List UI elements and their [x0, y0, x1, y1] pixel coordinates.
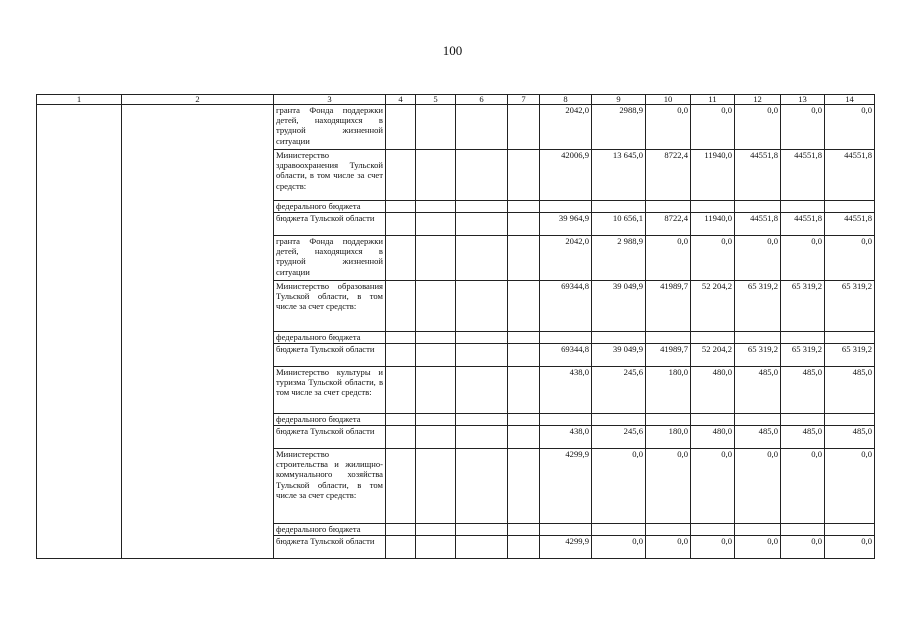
empty-cell	[416, 449, 456, 524]
value-cell	[646, 332, 691, 344]
value-cell: 2042,0	[540, 236, 592, 281]
empty-cell	[456, 344, 508, 367]
column-header: 4	[386, 95, 416, 105]
value-cell	[540, 414, 592, 426]
value-cell: 0,0	[592, 449, 646, 524]
empty-cell	[386, 524, 416, 536]
value-cell: 41989,7	[646, 344, 691, 367]
empty-cell	[508, 536, 540, 559]
value-cell: 485,0	[781, 367, 825, 414]
value-cell	[646, 201, 691, 213]
value-cell: 39 049,9	[592, 344, 646, 367]
value-cell: 0,0	[781, 536, 825, 559]
value-cell	[646, 414, 691, 426]
value-cell: 44551,8	[825, 213, 875, 236]
empty-cell	[386, 201, 416, 213]
value-cell: 0,0	[825, 449, 875, 524]
empty-cell	[508, 414, 540, 426]
value-cell	[735, 332, 781, 344]
column-header: 9	[592, 95, 646, 105]
row-description: бюджета Тульской области	[274, 426, 386, 449]
empty-cell	[386, 236, 416, 281]
row-description: бюджета Тульской области	[274, 213, 386, 236]
value-cell: 0,0	[646, 236, 691, 281]
empty-cell	[386, 426, 416, 449]
empty-cell	[386, 332, 416, 344]
value-cell: 485,0	[825, 367, 875, 414]
column-header: 1	[37, 95, 122, 105]
empty-cell	[386, 150, 416, 201]
column-header: 10	[646, 95, 691, 105]
value-cell: 8722,4	[646, 150, 691, 201]
value-cell	[691, 414, 735, 426]
empty-cell	[508, 201, 540, 213]
row-description: бюджета Тульской области	[274, 344, 386, 367]
budget-table	[36, 94, 875, 559]
empty-cell	[416, 213, 456, 236]
value-cell: 0,0	[735, 236, 781, 281]
value-cell: 42006,9	[540, 150, 592, 201]
value-cell	[592, 524, 646, 536]
empty-cell	[416, 236, 456, 281]
value-cell: 44551,8	[781, 150, 825, 201]
value-cell: 0,0	[691, 105, 735, 150]
value-cell	[691, 524, 735, 536]
value-cell: 0,0	[735, 449, 781, 524]
value-cell: 438,0	[540, 367, 592, 414]
value-cell: 480,0	[691, 426, 735, 449]
value-cell: 39 049,9	[592, 281, 646, 332]
value-cell: 44551,8	[735, 150, 781, 201]
empty-cell	[416, 524, 456, 536]
row-description: федерального бюджета	[274, 201, 386, 213]
empty-cell	[456, 536, 508, 559]
empty-cell	[386, 449, 416, 524]
empty-cell	[416, 281, 456, 332]
value-cell	[691, 332, 735, 344]
value-cell: 11940,0	[691, 213, 735, 236]
value-cell: 65 319,2	[781, 281, 825, 332]
value-cell: 4299,9	[540, 536, 592, 559]
value-cell	[646, 524, 691, 536]
value-cell	[691, 201, 735, 213]
column-header: 3	[274, 95, 386, 105]
column-header: 7	[508, 95, 540, 105]
value-cell	[781, 414, 825, 426]
value-cell	[540, 524, 592, 536]
value-cell: 480,0	[691, 367, 735, 414]
value-cell	[781, 524, 825, 536]
value-cell	[540, 332, 592, 344]
empty-cell	[416, 332, 456, 344]
empty-cell	[416, 344, 456, 367]
row-description: федерального бюджета	[274, 332, 386, 344]
empty-cell	[386, 213, 416, 236]
row-description: Министерство культуры и туризма Тульской области, в том числе за счет средств:	[274, 367, 386, 414]
empty-cell	[416, 536, 456, 559]
value-cell: 13 645,0	[592, 150, 646, 201]
value-cell: 245,6	[592, 426, 646, 449]
empty-cell	[508, 344, 540, 367]
value-cell: 0,0	[781, 449, 825, 524]
empty-cell	[508, 449, 540, 524]
value-cell: 8722,4	[646, 213, 691, 236]
empty-cell	[456, 367, 508, 414]
value-cell: 485,0	[825, 426, 875, 449]
table-row	[37, 105, 875, 150]
empty-cell	[508, 426, 540, 449]
empty-cell	[386, 367, 416, 414]
row-description: гранта Фонда поддержки детей, находящихся в трудной жизненной ситуации	[274, 236, 386, 281]
value-cell: 41989,7	[646, 281, 691, 332]
value-cell	[735, 414, 781, 426]
value-cell: 485,0	[735, 426, 781, 449]
row-description: гранта Фонда поддержки детей, находящихся в трудной жизненной ситуации	[274, 105, 386, 150]
empty-cell	[456, 201, 508, 213]
empty-cell	[386, 414, 416, 426]
value-cell: 0,0	[781, 105, 825, 150]
row-description: федерального бюджета	[274, 524, 386, 536]
value-cell: 0,0	[735, 105, 781, 150]
value-cell: 10 656,1	[592, 213, 646, 236]
empty-cell	[416, 367, 456, 414]
empty-cell	[386, 281, 416, 332]
empty-cell	[416, 414, 456, 426]
row-description: бюджета Тульской области	[274, 536, 386, 559]
empty-cell	[416, 201, 456, 213]
value-cell: 65 319,2	[781, 344, 825, 367]
empty-cell	[456, 332, 508, 344]
value-cell: 438,0	[540, 426, 592, 449]
value-cell: 0,0	[691, 236, 735, 281]
empty-cell	[456, 213, 508, 236]
value-cell: 65 319,2	[735, 344, 781, 367]
value-cell: 69344,8	[540, 344, 592, 367]
column-header: 12	[735, 95, 781, 105]
value-cell: 2 988,9	[592, 236, 646, 281]
value-cell	[540, 201, 592, 213]
value-cell: 0,0	[825, 236, 875, 281]
merged-cell-col1	[37, 105, 122, 559]
value-cell: 0,0	[825, 105, 875, 150]
value-cell: 4299,9	[540, 449, 592, 524]
empty-cell	[456, 150, 508, 201]
table-body	[37, 105, 875, 559]
value-cell	[592, 332, 646, 344]
value-cell	[781, 332, 825, 344]
empty-cell	[508, 367, 540, 414]
empty-cell	[508, 524, 540, 536]
empty-cell	[416, 426, 456, 449]
value-cell: 44551,8	[735, 213, 781, 236]
value-cell: 65 319,2	[735, 281, 781, 332]
row-description: федерального бюджета	[274, 414, 386, 426]
value-cell	[825, 524, 875, 536]
value-cell: 44551,8	[781, 213, 825, 236]
empty-cell	[508, 281, 540, 332]
value-cell: 11940,0	[691, 150, 735, 201]
empty-cell	[386, 536, 416, 559]
row-description: Министерство образования Тульской области, в том числе за счет средств:	[274, 281, 386, 332]
empty-cell	[386, 105, 416, 150]
value-cell	[781, 201, 825, 213]
value-cell: 52 204,2	[691, 281, 735, 332]
row-description: Министерство здравоохранения Тульской области, в том числе за счет средств:	[274, 150, 386, 201]
row-description: Министерство строительства и жилищно-коммунального хозяйства Тульской области, в том числе за счет средств:	[274, 449, 386, 524]
empty-cell	[456, 105, 508, 150]
column-header: 8	[540, 95, 592, 105]
value-cell	[825, 332, 875, 344]
empty-cell	[386, 344, 416, 367]
empty-cell	[456, 414, 508, 426]
page-number: 100	[442, 43, 463, 58]
value-cell: 69344,8	[540, 281, 592, 332]
value-cell: 0,0	[781, 236, 825, 281]
value-cell: 0,0	[646, 105, 691, 150]
column-header: 2	[122, 95, 274, 105]
value-cell	[825, 414, 875, 426]
value-cell: 65 319,2	[825, 344, 875, 367]
column-header: 13	[781, 95, 825, 105]
empty-cell	[508, 332, 540, 344]
value-cell: 485,0	[781, 426, 825, 449]
empty-cell	[508, 150, 540, 201]
value-cell: 0,0	[646, 449, 691, 524]
value-cell: 65 319,2	[825, 281, 875, 332]
value-cell: 0,0	[735, 536, 781, 559]
value-cell	[592, 414, 646, 426]
value-cell: 0,0	[592, 536, 646, 559]
empty-cell	[456, 449, 508, 524]
value-cell: 0,0	[825, 536, 875, 559]
column-header: 6	[456, 95, 508, 105]
value-cell: 39 964,9	[540, 213, 592, 236]
empty-cell	[456, 524, 508, 536]
value-cell	[735, 524, 781, 536]
value-cell: 2988,9	[592, 105, 646, 150]
empty-cell	[508, 105, 540, 150]
column-header: 11	[691, 95, 735, 105]
value-cell: 180,0	[646, 426, 691, 449]
empty-cell	[416, 105, 456, 150]
value-cell	[825, 201, 875, 213]
empty-cell	[508, 236, 540, 281]
value-cell: 180,0	[646, 367, 691, 414]
header-row	[37, 95, 875, 105]
value-cell: 0,0	[646, 536, 691, 559]
value-cell: 245,6	[592, 367, 646, 414]
value-cell	[735, 201, 781, 213]
value-cell: 0,0	[691, 449, 735, 524]
empty-cell	[456, 236, 508, 281]
column-header: 5	[416, 95, 456, 105]
empty-cell	[508, 213, 540, 236]
value-cell	[592, 201, 646, 213]
empty-cell	[456, 281, 508, 332]
value-cell: 44551,8	[825, 150, 875, 201]
value-cell: 485,0	[735, 367, 781, 414]
value-cell: 2042,0	[540, 105, 592, 150]
column-header: 14	[825, 95, 875, 105]
value-cell: 0,0	[691, 536, 735, 559]
merged-cell-col2	[122, 105, 274, 559]
empty-cell	[456, 426, 508, 449]
empty-cell	[416, 150, 456, 201]
value-cell: 52 204,2	[691, 344, 735, 367]
